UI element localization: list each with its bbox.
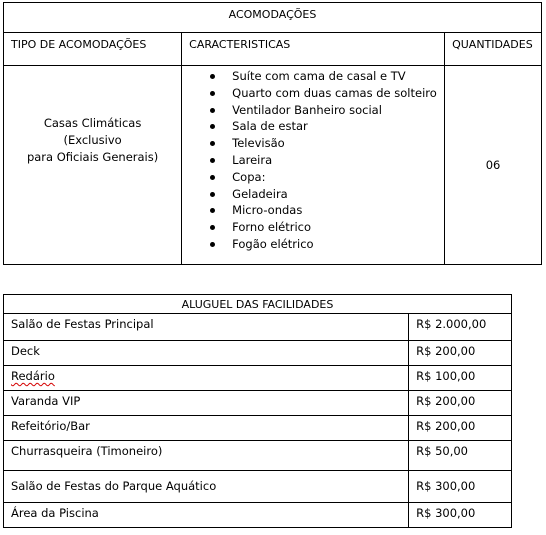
bullet-icon [210, 124, 215, 129]
spellcheck-underline: Redário [11, 369, 55, 383]
facility-price: R$ 200,00 [409, 341, 512, 366]
table-row [4, 391, 512, 416]
bullet-icon [210, 108, 215, 113]
feature-text: Fogão elétrico [232, 236, 314, 251]
feature-list [182, 68, 444, 253]
feature-text: Quarto com duas camas de solteiro [232, 85, 437, 100]
quantity-cell: 06 [445, 66, 542, 265]
facility-name: Salão de Festas do Parque Aquático [4, 471, 409, 503]
bullet-icon [210, 91, 215, 96]
table-row [4, 66, 542, 265]
table-row [4, 416, 512, 441]
bullet-icon [210, 175, 215, 180]
facility-price: R$ 300,00 [409, 471, 512, 503]
facility-price: R$ 2.000,00 [409, 314, 512, 341]
table-row [4, 471, 512, 503]
accommodations-table [3, 2, 542, 265]
accommodations-title: ACOMODAÇÕES [4, 3, 542, 33]
rentals-table [3, 294, 512, 528]
list-item [182, 152, 444, 169]
list-item [182, 202, 444, 219]
list-item [182, 85, 444, 102]
features-cell [182, 66, 445, 265]
list-item [182, 236, 444, 253]
feature-text: Geladeira [232, 186, 288, 201]
table-row [4, 366, 512, 391]
feature-text: Forno elétrico [232, 220, 312, 235]
facility-price: R$ 300,00 [409, 503, 512, 528]
feature-text: Copa: [232, 169, 266, 184]
list-item [182, 186, 444, 203]
table-row [4, 314, 512, 341]
facility-name: Varanda VIP [4, 391, 409, 416]
table-row [4, 441, 512, 471]
bullet-icon [210, 158, 215, 163]
facility-price: R$ 200,00 [409, 391, 512, 416]
feature-text: Lareira [232, 152, 273, 167]
rentals-title: ALUGUEL DAS FACILIDADES [4, 295, 512, 314]
accommodation-type-cell [4, 66, 182, 265]
header-type: TIPO DE ACOMODAÇÕES [4, 33, 182, 66]
table-row [4, 503, 512, 528]
list-item [182, 169, 444, 186]
bullet-icon [210, 225, 215, 230]
list-item [182, 68, 444, 85]
list-item [182, 135, 444, 152]
list-item [182, 118, 444, 135]
facility-name: Churrasqueira (Timoneiro) [4, 441, 409, 471]
list-item [182, 102, 444, 119]
accommodation-type-line2: para Oficiais Generais) [26, 149, 159, 164]
feature-text: Ventilador Banheiro social [232, 102, 382, 117]
bullet-icon [210, 242, 215, 247]
bullet-icon [210, 208, 215, 213]
facility-name: Área da Piscina [4, 503, 409, 528]
accommodation-type-line1: Casas Climáticas (Exclusivo [43, 115, 142, 147]
feature-text: Suíte com cama de casal e TV [232, 69, 406, 83]
bullet-icon [210, 192, 215, 197]
facility-price: R$ 50,00 [409, 441, 512, 471]
list-item [182, 219, 444, 236]
header-features: CARACTERISTICAS [182, 33, 445, 66]
feature-text: Micro-ondas [232, 203, 303, 218]
facility-name: Salão de Festas Principal [4, 314, 409, 341]
facility-price: R$ 100,00 [409, 366, 512, 391]
facility-name [4, 366, 409, 391]
facility-name: Deck [4, 341, 409, 366]
table-row [4, 341, 512, 366]
feature-text: Sala de estar [232, 119, 308, 134]
header-quantity: QUANTIDADES [445, 33, 542, 66]
facility-price: R$ 200,00 [409, 416, 512, 441]
bullet-icon [210, 74, 215, 79]
bullet-icon [210, 141, 215, 146]
facility-name: Refeitório/Bar [4, 416, 409, 441]
feature-text: Televisão [232, 136, 285, 151]
